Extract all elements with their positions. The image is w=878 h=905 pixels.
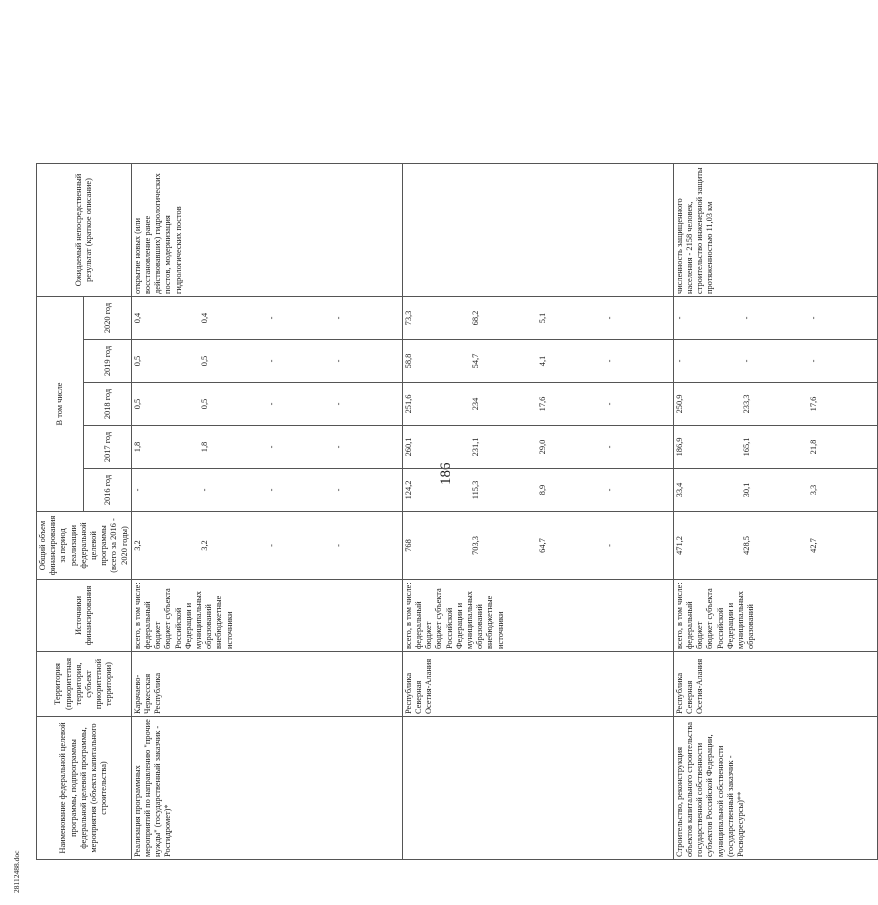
source-line: бюджет субъекта Российской Федерации и муниципальных образований: [163, 588, 214, 649]
source-line: всего, в том числе:: [403, 582, 413, 649]
value-y2019: -: [333, 359, 343, 363]
source-line: федеральный бюджет: [143, 601, 163, 649]
value-y2019: -: [808, 359, 818, 363]
value-y2017: 165,1: [741, 437, 751, 457]
table-row: [673, 164, 877, 860]
value-y2017: 231,1: [470, 437, 480, 457]
value-y2020: 68,2: [470, 310, 480, 326]
value-total: -: [333, 544, 343, 547]
header-result: Ожидаемый непосредственный результат (краткое описание): [37, 164, 132, 297]
value-y2019: 58,8: [403, 353, 413, 369]
value-y2019: 0,5: [199, 355, 209, 367]
value-y2018: 251,6: [403, 394, 413, 414]
cell-territory: Карачаево-Черкесская Республика: [131, 652, 402, 717]
value-y2018: 234: [470, 397, 480, 411]
value-y2020: 0,4: [199, 312, 209, 324]
value-y2018: -: [604, 402, 614, 406]
value-y2020: -: [674, 316, 684, 320]
source-line: всего, в том числе:: [132, 582, 142, 649]
value-y2018: 17,6: [537, 396, 547, 412]
cell-y2019: [402, 340, 673, 383]
header-year-2018: 2018 год: [84, 383, 131, 426]
value-y2018: 233,3: [741, 394, 751, 414]
cell-total: [673, 512, 877, 580]
value-y2016: 124,2: [403, 480, 413, 500]
cell-y2020: [402, 297, 673, 340]
value-y2017: 29,0: [537, 439, 547, 455]
value-y2018: 0,5: [199, 398, 209, 410]
cell-y2018: [131, 383, 402, 426]
value-y2017: 21,8: [808, 439, 818, 455]
value-y2016: 8,9: [537, 484, 547, 496]
value-y2018: -: [333, 402, 343, 406]
header-source: Источники финансирования: [37, 580, 132, 652]
value-y2020: -: [266, 316, 276, 320]
value-y2016: 115,3: [470, 480, 480, 500]
value-y2019: 0,5: [132, 355, 142, 367]
table-row: [131, 164, 402, 860]
cell-result: [402, 164, 673, 297]
value-y2018: -: [266, 402, 276, 406]
value-y2016: -: [266, 488, 276, 492]
value-total: 428,5: [741, 536, 751, 555]
value-total: -: [266, 544, 276, 547]
value-y2019: -: [604, 359, 614, 363]
financing-table: [36, 163, 878, 860]
value-total: 703,3: [470, 536, 480, 555]
cell-territory: Республика Северная Осетия-Алания: [402, 652, 673, 717]
value-total: 42,7: [808, 538, 818, 553]
cell-y2019: [131, 340, 402, 383]
value-y2017: 186,9: [674, 437, 684, 457]
header-year-2016: 2016 год: [84, 469, 131, 512]
value-total: 3,2: [199, 540, 209, 551]
cell-sources: [131, 580, 402, 652]
cell-y2020: [673, 297, 877, 340]
header-total: Общий объем финансирования за период реализации федеральной целевой программы (всего за 2016 - 2020 годы): [37, 512, 132, 580]
page-number: 186: [438, 462, 454, 485]
source-line: внебюджетные источники: [485, 595, 505, 649]
cell-y2017: [673, 426, 877, 469]
header-name: Наименование федеральной целевой программы, подпрограммы федеральной целевой программы, мероприятия (объекта капитального строительства): [37, 717, 132, 860]
cell-total: [402, 512, 673, 580]
value-y2020: -: [741, 316, 751, 320]
value-y2020: -: [333, 316, 343, 320]
cell-y2016: [402, 469, 673, 512]
value-y2019: 4,1: [537, 355, 547, 367]
value-y2019: -: [674, 359, 684, 363]
value-y2016: -: [132, 488, 142, 492]
header-year-2017: 2017 год: [84, 426, 131, 469]
value-y2016: 33,4: [674, 482, 684, 498]
value-y2020: -: [808, 316, 818, 320]
cell-name: Реализация программных мероприятий по направлению "прочие нужды" (государственный заказчик - Росгидромет)*: [131, 717, 402, 860]
cell-sources: [402, 580, 673, 652]
value-y2020: 5,1: [537, 312, 547, 324]
source-line: федеральный бюджет: [414, 601, 434, 649]
cell-y2016: [673, 469, 877, 512]
value-y2016: -: [333, 488, 343, 492]
value-y2016: -: [604, 488, 614, 492]
source-line: бюджет субъекта Российской Федерации и муниципальных образований: [705, 588, 756, 649]
value-y2017: 1,8: [132, 441, 142, 453]
header-year-2019: 2019 год: [84, 340, 131, 383]
value-y2019: -: [741, 359, 751, 363]
cell-y2018: [402, 383, 673, 426]
source-line: всего, в том числе:: [674, 582, 684, 649]
value-y2017: -: [333, 445, 343, 449]
footer-filename: 28112488.doc: [12, 850, 21, 893]
value-y2018: 17,6: [808, 396, 818, 412]
value-y2020: -: [604, 316, 614, 320]
header-territory: Территория (приоритетная территория, субъект приоритетной территории): [37, 652, 132, 717]
value-y2020: 0,4: [132, 312, 142, 324]
cell-y2016: [131, 469, 402, 512]
value-y2017: 1,8: [199, 441, 209, 453]
cell-y2017: [131, 426, 402, 469]
header-year-2020: 2020 год: [84, 297, 131, 340]
source-line: федеральный бюджет: [685, 601, 705, 649]
value-y2016: 30,1: [741, 482, 751, 498]
value-y2016: -: [199, 488, 209, 492]
table-body: [131, 164, 877, 860]
value-total: 768: [403, 539, 413, 552]
cell-sources: [673, 580, 877, 652]
cell-result: численность защищенного населения - 2158 человек, строительство инженерной защиты протяженностью 11,03 км: [673, 164, 877, 297]
value-total: -: [604, 544, 614, 547]
value-y2018: 0,5: [132, 398, 142, 410]
value-y2016: 3,3: [808, 484, 818, 496]
cell-y2017: [402, 426, 673, 469]
value-y2017: 260,1: [403, 437, 413, 457]
source-line: внебюджетные источники: [214, 595, 234, 649]
cell-y2019: [673, 340, 877, 383]
value-y2018: 250,9: [674, 394, 684, 414]
cell-territory: Республика Северная Осетия-Алания: [673, 652, 877, 717]
value-total: 471,2: [674, 536, 684, 555]
value-total: 3,2: [132, 540, 142, 551]
table-row: [402, 164, 673, 860]
value-y2020: 73,3: [403, 310, 413, 326]
source-line: бюджет субъекта Российской Федерации и муниципальных образований: [434, 588, 485, 649]
value-y2017: -: [604, 445, 614, 449]
value-y2019: 54,7: [470, 353, 480, 369]
cell-total: [131, 512, 402, 580]
value-y2017: -: [266, 445, 276, 449]
cell-name: [402, 717, 673, 860]
header-in-total: В том числе: [37, 297, 84, 512]
cell-name: Строительство, реконструкция объектов капитального строительства государственной собственности субъектов Российской Федерации, муниципальной собственности (государственный заказчик - Росводресурсы)**: [673, 717, 877, 860]
value-y2019: -: [266, 359, 276, 363]
value-total: 64,7: [537, 538, 547, 553]
cell-y2018: [673, 383, 877, 426]
cell-y2020: [131, 297, 402, 340]
cell-result: открытие новых (или восстановление ранее действовавших) гидрологических постов, модернизация гидрологических постов: [131, 164, 402, 297]
